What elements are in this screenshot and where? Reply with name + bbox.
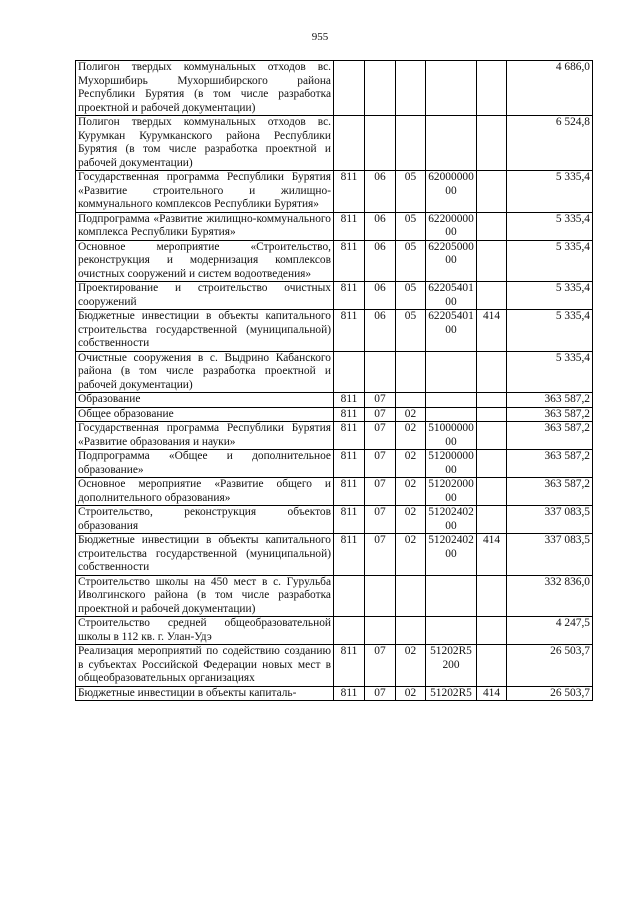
row-amount-cell: 5 335,4 (507, 310, 593, 352)
row-target-article-cell: 5120240200 (426, 506, 477, 534)
row-subsection-cell: 05 (396, 212, 426, 240)
row-expense-type-cell (477, 422, 507, 450)
row-name-cell: Государственная программа Республики Бурятия «Развитие строительного и жилищно-коммунального комплексов Республики Бурятия» (76, 171, 334, 213)
row-expense-type-cell (477, 617, 507, 645)
row-name-cell: Полигон твердых коммунальных отходов вс. Курумкан Курумканского района Республики Бурятия (в том числе разработка проектной и рабочей документации) (76, 116, 334, 171)
row-name-cell: Подпрограмма «Развитие жилищно-коммунального комплекса Республики Бурятия» (76, 212, 334, 240)
row-section-cell: 07 (365, 686, 396, 701)
row-amount-cell: 4 247,5 (507, 617, 593, 645)
row-name-cell: Строительство школы на 450 мест в с. Гурульба Иволгинского района (в том числе разработка проектной и рабочей документации) (76, 575, 334, 617)
row-expense-type-cell (477, 61, 507, 116)
row-amount-cell: 4 686,0 (507, 61, 593, 116)
row-amount-cell: 5 335,4 (507, 240, 593, 282)
table-row (76, 478, 593, 506)
row-section-cell: 07 (365, 450, 396, 478)
row-subsection-cell: 05 (396, 310, 426, 352)
row-ved-code-cell: 811 (334, 171, 365, 213)
row-section-cell: 07 (365, 534, 396, 576)
row-target-article-cell: 6220540100 (426, 310, 477, 352)
row-ved-code-cell (334, 351, 365, 393)
row-target-article-cell (426, 116, 477, 171)
row-section-cell (365, 116, 396, 171)
row-amount-cell: 5 335,4 (507, 351, 593, 393)
row-ved-code-cell: 811 (334, 534, 365, 576)
row-target-article-cell: 5120000000 (426, 450, 477, 478)
row-expense-type-cell (477, 351, 507, 393)
table-body (76, 61, 593, 701)
row-amount-cell: 5 335,4 (507, 212, 593, 240)
row-ved-code-cell (334, 617, 365, 645)
row-ved-code-cell: 811 (334, 422, 365, 450)
row-target-article-cell: 51202R5200 (426, 645, 477, 687)
table-row (76, 645, 593, 687)
row-amount-cell: 5 335,4 (507, 282, 593, 310)
table-row (76, 351, 593, 393)
row-amount-cell: 363 587,2 (507, 422, 593, 450)
row-subsection-cell: 02 (396, 686, 426, 701)
row-amount-cell: 337 083,5 (507, 506, 593, 534)
table-row (76, 575, 593, 617)
row-ved-code-cell: 811 (334, 686, 365, 701)
table-row (76, 393, 593, 408)
row-expense-type-cell (477, 393, 507, 408)
row-name-cell: Бюджетные инвестиции в объекты капитального строительства государственной (муниципальной) собственности (76, 534, 334, 576)
row-expense-type-cell (477, 645, 507, 687)
row-target-article-cell: 51202R5 (426, 686, 477, 701)
row-subsection-cell: 02 (396, 422, 426, 450)
row-section-cell: 07 (365, 645, 396, 687)
row-target-article-cell (426, 393, 477, 408)
row-ved-code-cell: 811 (334, 450, 365, 478)
row-ved-code-cell: 811 (334, 393, 365, 408)
row-amount-cell: 363 587,2 (507, 393, 593, 408)
row-target-article-cell: 5120240200 (426, 534, 477, 576)
row-target-article-cell (426, 617, 477, 645)
page-number: 955 (311, 31, 329, 43)
row-section-cell (365, 61, 396, 116)
row-subsection-cell: 05 (396, 171, 426, 213)
row-section-cell: 07 (365, 393, 396, 408)
row-ved-code-cell: 811 (334, 407, 365, 422)
table-row (76, 282, 593, 310)
row-ved-code-cell: 811 (334, 282, 365, 310)
row-ved-code-cell: 811 (334, 645, 365, 687)
row-expense-type-cell (477, 575, 507, 617)
row-section-cell: 07 (365, 407, 396, 422)
row-amount-cell: 363 587,2 (507, 450, 593, 478)
budget-table (75, 60, 593, 701)
row-amount-cell: 26 503,7 (507, 645, 593, 687)
row-subsection-cell: 02 (396, 450, 426, 478)
table-row (76, 534, 593, 576)
row-amount-cell: 363 587,2 (507, 407, 593, 422)
row-subsection-cell (396, 575, 426, 617)
row-target-article-cell: 6200000000 (426, 171, 477, 213)
row-ved-code-cell (334, 575, 365, 617)
table-row (76, 116, 593, 171)
row-expense-type-cell (477, 478, 507, 506)
row-section-cell (365, 351, 396, 393)
row-section-cell: 07 (365, 506, 396, 534)
row-section-cell (365, 575, 396, 617)
row-name-cell: Реализация мероприятий по содействию созданию в субъектах Российской Федерации новых мест в общеобразовательных организациях (76, 645, 334, 687)
row-target-article-cell (426, 575, 477, 617)
row-ved-code-cell (334, 116, 365, 171)
row-name-cell: Подпрограмма «Общее и дополнительное образование» (76, 450, 334, 478)
row-subsection-cell (396, 617, 426, 645)
row-target-article-cell: 5120200000 (426, 478, 477, 506)
row-expense-type-cell: 414 (477, 310, 507, 352)
row-subsection-cell: 02 (396, 478, 426, 506)
row-name-cell: Основное мероприятие «Развитие общего и дополнительного образования» (76, 478, 334, 506)
row-expense-type-cell (477, 282, 507, 310)
row-amount-cell: 332 836,0 (507, 575, 593, 617)
row-section-cell: 06 (365, 240, 396, 282)
table-row (76, 240, 593, 282)
table-row (76, 506, 593, 534)
table-row (76, 171, 593, 213)
row-section-cell: 07 (365, 422, 396, 450)
row-amount-cell: 363 587,2 (507, 478, 593, 506)
row-subsection-cell (396, 61, 426, 116)
row-name-cell: Общее образование (76, 407, 334, 422)
table-row (76, 422, 593, 450)
row-expense-type-cell (477, 171, 507, 213)
row-section-cell: 06 (365, 171, 396, 213)
row-section-cell: 06 (365, 310, 396, 352)
row-target-article-cell (426, 61, 477, 116)
row-section-cell: 06 (365, 282, 396, 310)
row-subsection-cell: 02 (396, 506, 426, 534)
table-row (76, 617, 593, 645)
table-row (76, 450, 593, 478)
row-expense-type-cell (477, 506, 507, 534)
row-target-article-cell: 5100000000 (426, 422, 477, 450)
row-subsection-cell: 05 (396, 282, 426, 310)
row-name-cell: Бюджетные инвестиции в объекты капиталь- (76, 686, 334, 701)
row-name-cell: Государственная программа Республики Бурятия «Развитие образования и науки» (76, 422, 334, 450)
row-section-cell: 06 (365, 212, 396, 240)
table-row (76, 407, 593, 422)
row-ved-code-cell: 811 (334, 478, 365, 506)
row-name-cell: Бюджетные инвестиции в объекты капитального строительства государственной (муниципальной) собственности (76, 310, 334, 352)
table-row (76, 61, 593, 116)
row-expense-type-cell: 414 (477, 686, 507, 701)
row-section-cell: 07 (365, 478, 396, 506)
row-expense-type-cell (477, 212, 507, 240)
row-expense-type-cell (477, 450, 507, 478)
row-expense-type-cell (477, 240, 507, 282)
row-subsection-cell: 02 (396, 407, 426, 422)
row-amount-cell: 6 524,8 (507, 116, 593, 171)
table-row (76, 212, 593, 240)
row-subsection-cell (396, 393, 426, 408)
row-target-article-cell (426, 351, 477, 393)
row-name-cell: Строительство, реконструкция объектов образования (76, 506, 334, 534)
row-ved-code-cell: 811 (334, 310, 365, 352)
row-name-cell: Образование (76, 393, 334, 408)
row-name-cell: Основное мероприятие «Строительство, реконструкция и модернизация комплексов очистных сооружений и систем водоотведения» (76, 240, 334, 282)
row-subsection-cell (396, 351, 426, 393)
row-name-cell: Очистные сооружения в с. Выдрино Кабанского района (в том числе разработка проектной и рабочей документации) (76, 351, 334, 393)
row-target-article-cell: 6220000000 (426, 212, 477, 240)
row-expense-type-cell: 414 (477, 534, 507, 576)
row-section-cell (365, 617, 396, 645)
row-name-cell: Полигон твердых коммунальных отходов вс. Мухоршибирь Мухоршибирского района Республики Бурятия (в том числе разработка проектной и рабочей документации) (76, 61, 334, 116)
row-amount-cell: 337 083,5 (507, 534, 593, 576)
row-amount-cell: 5 335,4 (507, 171, 593, 213)
row-expense-type-cell (477, 116, 507, 171)
row-target-article-cell (426, 407, 477, 422)
row-expense-type-cell (477, 407, 507, 422)
row-ved-code-cell: 811 (334, 240, 365, 282)
row-target-article-cell: 6220540100 (426, 282, 477, 310)
row-amount-cell: 26 503,7 (507, 686, 593, 701)
table-row (76, 310, 593, 352)
row-target-article-cell: 6220500000 (426, 240, 477, 282)
row-ved-code-cell (334, 61, 365, 116)
row-subsection-cell: 05 (396, 240, 426, 282)
row-subsection-cell (396, 116, 426, 171)
table-row (76, 686, 593, 701)
row-subsection-cell: 02 (396, 645, 426, 687)
row-name-cell: Проектирование и строительство очистных сооружений (76, 282, 334, 310)
row-ved-code-cell: 811 (334, 212, 365, 240)
row-ved-code-cell: 811 (334, 506, 365, 534)
row-name-cell: Строительство средней общеобразовательной школы в 112 кв. г. Улан-Удэ (76, 617, 334, 645)
row-subsection-cell: 02 (396, 534, 426, 576)
